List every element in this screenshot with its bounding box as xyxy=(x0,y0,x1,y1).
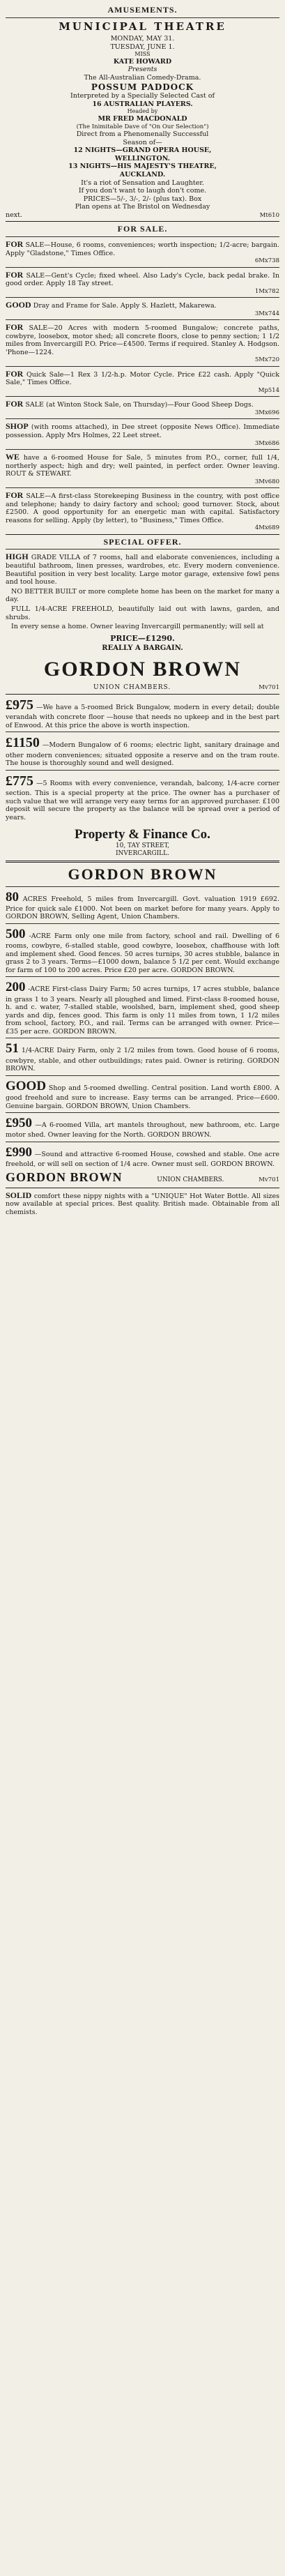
star-name: KATE HOWARD xyxy=(113,57,172,66)
divider xyxy=(6,396,279,397)
blurb-1: It's a riot of Sensation and Laughter. xyxy=(81,179,204,187)
headed-by: Headed by xyxy=(127,108,158,115)
ad-lead: £775 xyxy=(6,773,33,789)
ad-lead: £950 xyxy=(6,1116,32,1131)
special-offer-text-3: FULL 1/4-ACRE FREEHOLD, beautifully laid out with lawns, garden, and shrubs. xyxy=(6,605,279,621)
for-sale-heading: FOR SALE. xyxy=(117,224,168,234)
ad-ref: Mt610 xyxy=(259,211,279,219)
agent-sub-line xyxy=(6,684,279,692)
ad-ref: 5Mx720 xyxy=(254,356,279,364)
divider xyxy=(6,487,279,488)
property-finance-town: INVERCARGILL. xyxy=(116,849,169,857)
date-tuesday: TUESDAY, JUNE 1. xyxy=(110,43,175,51)
special-offer-heading: SPECIAL OFFER. xyxy=(103,536,182,547)
ad-text: have a 6-roomed House for Sale, 5 minutes from P.O., corner, full 1/4, northerly aspect; high and dry; well painted, in perfect order. Owner leaving. ROUT & STEWART. xyxy=(6,453,279,478)
property-finance-name: Property & Finance Co. xyxy=(75,826,210,842)
ad-text: SALE—House, 6 rooms, conveniences; worth inspection; 1/2-acre; bargain. Apply "Gladstone," Times Office. xyxy=(6,241,279,257)
divider xyxy=(6,976,279,977)
divider xyxy=(6,1112,279,1113)
ad-text: -ACRE Farm only one mile from factory, school and rail. Dwelling of 6 rooms, cowbyre, 6-stalled stable, good cowbyre, loosebox, chaffhouse with loft and implement shed. Good fences. 50 acres turnips, 30 acres stubble, balance in grass 2 to 3 years. Terms—£1000 down, balance 5 1/2 per cent. Would exchange for farm of 100 to 200 acres. Price £20 per acre. GORDON BROWN. xyxy=(6,932,279,974)
ad-ref: 3Mx686 xyxy=(254,439,279,447)
ad-ref: 3Mv680 xyxy=(254,478,279,485)
listing-item xyxy=(6,239,279,265)
listing-item xyxy=(6,979,279,1036)
listing-item xyxy=(6,1040,279,1073)
ad-text: Dray and Frame for Sale. Apply S. Hazlett, Makarewa. xyxy=(33,302,217,310)
property-finance-address: 10, TAY STREET, xyxy=(115,842,170,849)
divider xyxy=(6,366,279,367)
divider xyxy=(6,861,279,863)
listing-item xyxy=(6,399,279,416)
divider xyxy=(6,534,279,535)
ad-ref: 4Mx689 xyxy=(254,524,279,532)
ad-ref: 6Mx738 xyxy=(254,257,279,265)
gordon-brown-sig-sub: UNION CHAMBERS. xyxy=(157,1176,224,1183)
listing-item xyxy=(6,421,279,447)
ad-lead: £975 xyxy=(6,697,33,713)
wellington-1: 12 NIGHTS—GRAND OPERA HOUSE, xyxy=(73,146,212,155)
divider xyxy=(6,221,279,222)
special-offer-bargain: REALLY A BARGAIN. xyxy=(102,644,183,653)
special-offer-text-4: In every sense a home. Owner leaving Invercargill permanently; will sell at xyxy=(11,623,264,631)
lead-actor: MR FRED MACDONALD xyxy=(98,115,187,123)
divider xyxy=(6,236,279,237)
listing-item xyxy=(6,369,279,395)
listing-item xyxy=(6,1115,279,1139)
ad-text: Quick Sale—1 Rex 3 1/2-h.p. Motor Cycle. Price £22 cash. Apply "Quick Sale," Times Office. xyxy=(6,370,279,387)
gordon-brown-signature xyxy=(6,1170,279,1185)
ad-text: Shop and 5-roomed dwelling. Central position. Land worth £800. A good freehold and sure to increase. Easy terms can be arranged. Price—£600. Genuine bargain. GORDON BROWN, Union Chambers. xyxy=(6,1084,280,1110)
ad-text: —Modern Bungalow of 6 rooms; electric light, sanitary drainage and other modern conveniences; situated opposite a reserve and on the tram route. The house is thoroughly sound and well designed. xyxy=(6,741,279,768)
blurb-2: If you don't want to laugh don't come. xyxy=(78,187,207,195)
presents: Presents xyxy=(128,66,157,74)
amusements-heading: AMUSEMENTS. xyxy=(107,5,178,15)
season-line: Season of— xyxy=(123,138,162,146)
newspaper-page xyxy=(0,0,285,1222)
divider xyxy=(6,297,279,298)
ad-lead: SOLID xyxy=(6,1190,32,1200)
hot-water-bottle-ad: SOLID comfort these nippy nights with a "UNIQUE" Hot Water Bottle. All sizes now available at special prices. Best quality. British made. Obtainable from all chemists. xyxy=(6,1190,279,1216)
ad-text: ACRES Freehold, 5 miles from Invercargill. Govt. valuation 1919 £692. Price for quick sale £1000. Not been on market before for many years. Apply to GORDON BROWN, Selling Agent, Union Chambers. xyxy=(6,895,279,921)
ad-text: —Sound and attractive 6-roomed House, cowshed and stable. One acre freehold, or will sell on section of 1/4 acre. Owner must sell. GORDON BROWN. xyxy=(6,1150,279,1169)
ad-text: —A 6-roomed Villa, art mantels throughout, new bathroom, etc. Large motor shed. Owner leaving for the North. GORDON BROWN. xyxy=(6,1121,279,1139)
plan-line: Plan opens at The Bristol on Wednesday xyxy=(75,203,210,211)
ad-text: —5 Rooms with every convenience, verandah, balcony, 1/4-acre corner section. This is a special property at the price. The owner has a purchaser of such value that we will arrange very easy terms for an approved purchaser. £100 deposit will secure the property as the balance will be spread over a period of years. xyxy=(6,779,279,822)
listing-item xyxy=(6,452,279,485)
play-title: POSSUM PADDOCK xyxy=(91,82,194,92)
ad-lead: GOOD xyxy=(6,300,31,310)
divider xyxy=(6,1075,279,1076)
divider xyxy=(6,319,279,320)
ad-lead: HIGH xyxy=(6,552,29,562)
miss-label: MISS xyxy=(134,51,151,58)
ad-lead: 200 xyxy=(6,980,26,995)
ad-ref: Mv701 xyxy=(259,1176,279,1183)
listing-item xyxy=(6,1078,279,1110)
divider xyxy=(6,886,279,887)
ad-text: 1/4-ACRE Dairy Farm, only 2 1/2 miles from town. Good house of 6 rooms, cowbyre, stable, and other outbuildings; rates paid. Owner is retiring. GORDON BROWN. xyxy=(6,1047,279,1073)
ad-ref: 1Mx782 xyxy=(254,287,279,295)
interp-2: 16 AUSTRALIAN PLAYERS. xyxy=(92,100,193,108)
direct-line: Direct from a Phenomenally Successful xyxy=(76,130,209,139)
theatre-name: MUNICIPAL THEATRE xyxy=(59,20,226,33)
ad-ref: 3Mx696 xyxy=(254,409,279,417)
ad-text: -ACRE First-class Dairy Farm; 50 acres turnips, 17 acres stubble, balance in grass 1 to 3 years. Nearly all ploughed and limed. First-class 8-roomed house, h. and c. water, 7-stalled stable, woolshed, barn, implement shed, good sheep yards and dip, fences good. This farm is only 11 miles from town, 1 1/2 miles from school, factory, P.O., and rail. Terms can be arranged with owner. Price—£35 per acre. GORDON BROWN. xyxy=(6,985,279,1036)
ad-text: SALE (at Winton Stock Sale, on Thursday)—Four Good Sheep Dogs. xyxy=(25,401,254,409)
ad-lead: 51 xyxy=(6,1041,19,1056)
divider xyxy=(6,549,279,550)
divider xyxy=(6,923,279,924)
listing-item xyxy=(6,773,279,822)
ad-lead: FOR xyxy=(6,490,24,501)
listing-item xyxy=(6,734,279,768)
next-line xyxy=(6,211,279,220)
listing-item xyxy=(6,270,279,296)
listing-item xyxy=(6,490,279,532)
listing-item xyxy=(6,926,279,974)
ad-lead: FOR xyxy=(6,368,24,379)
ad-lead: WE xyxy=(6,451,20,462)
special-offer-price: PRICE—£1290. xyxy=(110,633,175,643)
ad-lead: FOR xyxy=(6,399,24,409)
ad-lead: £990 xyxy=(6,1144,32,1160)
ad-lead: £1150 xyxy=(6,735,40,751)
ad-ref: Mp514 xyxy=(258,387,279,395)
prices-line: PRICES—5/-, 3/-, 2/- (plus tax). Box xyxy=(83,195,202,203)
divider xyxy=(6,418,279,419)
ad-text: (with rooms attached), in Dee street (opposite News Office). Immediate possession. Apply Mrs Holmes, 22 Leet street. xyxy=(6,423,279,440)
divider xyxy=(6,17,279,18)
ad-lead: GOOD xyxy=(6,1078,47,1093)
interp-1: Interpreted by a Specially Selected Cast of xyxy=(70,92,215,100)
ad-text: SALE—Gent's Cycle; fixed wheel. Also Lady's Cycle, back pedal brake. In good order. Apply 18 Tay street. xyxy=(6,271,279,288)
date-monday: MONDAY, MAY 31. xyxy=(110,34,175,43)
special-offer-text-2: NO BETTER BUILT or more complete home has been on the market for many a day. xyxy=(6,587,279,604)
listing-item xyxy=(6,697,279,730)
gordon-brown-heading: GORDON BROWN xyxy=(68,865,217,883)
wellington-2: WELLINGTON. xyxy=(114,154,171,162)
agent-sub: UNION CHAMBERS. xyxy=(93,683,171,691)
divider xyxy=(6,449,279,450)
ad-lead: FOR xyxy=(6,239,24,250)
ad-ref: Mv701 xyxy=(259,683,279,691)
auckland-2: AUCKLAND. xyxy=(119,170,166,179)
ad-ref: 3Mx744 xyxy=(254,310,279,317)
listing-item xyxy=(6,889,279,921)
ad-lead: SHOP xyxy=(6,421,29,432)
property-list xyxy=(6,697,279,822)
auckland-1: 13 NIGHTS—HIS MAJESTY'S THEATRE, xyxy=(68,162,217,171)
divider xyxy=(6,267,279,268)
listing-item xyxy=(6,322,279,364)
ad-lead: 500 xyxy=(6,926,26,941)
ad-text: SALE—20 Acres with modern 5-roomed Bungalow; concrete paths, cowbyre, loosebox, motor shed; all concrete floors, close to penny section; 1 1/2 miles from Invercargill P.O. Price—£4500. Terms if required. Stanley A. Hodgson. 'Phone—1224. xyxy=(6,324,279,356)
farm-list xyxy=(6,889,279,1169)
next-text: next. xyxy=(6,211,22,219)
ad-lead: FOR xyxy=(6,322,24,333)
company-line: The All-Australian Comedy-Drama. xyxy=(84,73,201,82)
listing-item xyxy=(6,300,279,317)
actor-note: (The Inimitable Dave of "On Our Selection") xyxy=(76,123,209,130)
ad-lead: FOR xyxy=(6,269,24,280)
for-sale-list xyxy=(6,239,279,532)
gordon-brown-name: GORDON BROWN xyxy=(43,658,242,681)
ad-text: SALE—A first-class Storekeeping Business in the country, with post office and telephone; handy to dairy factory and school; good turnover. Stock, about £2500. A good opportunity for an energetic man with capital. Satisfactory reasons for selling. Apply (by letter), to "Business," Times Office. xyxy=(6,492,279,524)
divider xyxy=(6,770,279,771)
gordon-brown-sig-name: GORDON BROWN xyxy=(6,1169,123,1184)
ad-text: —We have a 5-roomed Brick Bungalow, modern in every detail; double verandah with concrete floor —house that needs no upkeep and in the best part of Enwood. At this price the above is worth inspection. xyxy=(6,703,279,729)
listing-item xyxy=(6,1144,279,1169)
divider xyxy=(6,694,279,695)
ad-lead: 80 xyxy=(6,889,19,904)
special-offer-text-1: HIGH GRADE VILLA of 7 rooms, hall and elaborate conveniences, including a beautiful bathroom, linen presses, wardrobes, etc. Every modern convenience. Beautiful position in very best locality. Large motor garage, extensive fowl pens and tool house. xyxy=(6,552,279,586)
